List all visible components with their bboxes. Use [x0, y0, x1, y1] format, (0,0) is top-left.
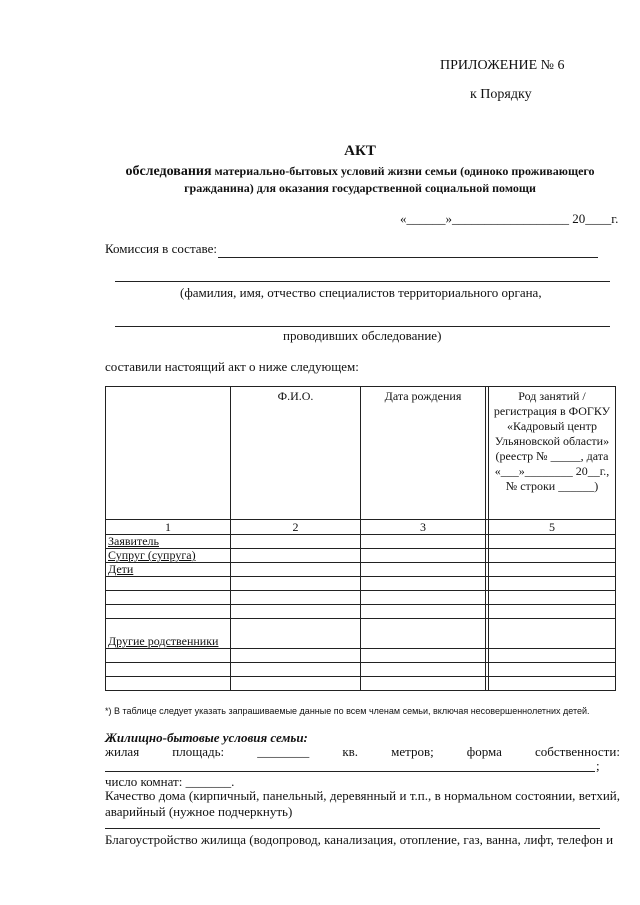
living-word: жилая	[105, 744, 140, 759]
subtitle-line-1: материально-бытовых условий жизни семьи (одиноко проживающего	[214, 164, 595, 178]
living-word: площадь:	[172, 744, 225, 759]
row-label-children: Дети	[106, 563, 231, 577]
table-cell[interactable]	[489, 619, 616, 649]
column-number: 2	[231, 520, 361, 535]
commission-input-line[interactable]	[218, 257, 598, 258]
quality-input-line[interactable]	[105, 828, 600, 829]
dwelling-amenities: Благоустройство жилища (водопровод, канализация, отопление, газ, ванна, лифт, телефон и	[105, 832, 614, 847]
row-label-spouse: Супруг (супруга)	[106, 549, 231, 563]
table-cell[interactable]	[361, 549, 486, 563]
table-row	[106, 649, 616, 663]
family-members-table	[105, 386, 616, 691]
table-row	[106, 619, 616, 649]
table-cell[interactable]	[361, 535, 486, 549]
table-cell[interactable]	[489, 577, 616, 591]
column-number: 3	[361, 520, 486, 535]
living-word: кв.	[342, 744, 359, 759]
column-number: 5	[489, 520, 616, 535]
commission-label: Комиссия в составе:	[105, 241, 217, 256]
table-cell[interactable]	[489, 663, 616, 677]
table-cell[interactable]	[489, 549, 616, 563]
header-birth-date: Дата рождения	[361, 387, 486, 520]
table-row	[106, 535, 616, 549]
header-cell	[106, 387, 231, 520]
living-conditions-heading: Жилищно-бытовые условия семьи:	[105, 730, 308, 745]
appendix-reference: к Порядку	[470, 87, 532, 102]
compiled-statement: составили настоящий акт о ниже следующем:	[105, 359, 359, 374]
table-cell[interactable]	[231, 591, 361, 605]
table-cell[interactable]	[231, 663, 361, 677]
document-subtitle	[100, 163, 620, 197]
header-occupation: Род занятий / регистрация в ФОГКУ «Кадровый центр Ульяновской области» (реестр № _____, дата «___»________ 20__г., № строки ______)	[489, 387, 616, 520]
table-cell[interactable]	[231, 605, 361, 619]
table-cell[interactable]	[489, 591, 616, 605]
living-word: метров;	[391, 744, 434, 759]
table-cell[interactable]	[231, 619, 361, 649]
conducted-hint: проводивших обследование)	[283, 328, 442, 343]
table-cell[interactable]	[231, 649, 361, 663]
table-cell[interactable]	[361, 649, 486, 663]
subtitle-line-2: гражданина) для оказания государственной социальной помощи	[184, 181, 536, 195]
commission-input-line[interactable]	[115, 326, 610, 327]
table-cell[interactable]	[361, 619, 486, 649]
table-row	[106, 605, 616, 619]
table-cell[interactable]	[489, 605, 616, 619]
table-cell[interactable]	[231, 677, 361, 691]
table-row	[106, 677, 616, 691]
ownership-semicolon: ;	[596, 758, 600, 773]
living-word: собственности:	[535, 744, 620, 759]
table-footnote: *) В таблице следует указать запрашиваемые данные по всем членам семьи, включая несовершеннолетних детей.	[105, 706, 590, 716]
table-cell[interactable]	[361, 563, 486, 577]
date-field[interactable]: «______»__________________ 20____г.	[400, 211, 619, 226]
table-cell[interactable]	[106, 649, 231, 663]
table-row	[106, 563, 616, 577]
table-cell[interactable]	[106, 677, 231, 691]
table-cell[interactable]	[361, 677, 486, 691]
table-cell[interactable]	[489, 649, 616, 663]
living-word: форма	[466, 744, 502, 759]
table-cell[interactable]	[231, 563, 361, 577]
table-row	[106, 549, 616, 563]
table-cell[interactable]	[361, 577, 486, 591]
house-quality: Качество дома (кирпичный, панельный, деревянный и т.п., в нормальном состоянии, ветхий, аварийный (нужное подчеркнуть)	[105, 788, 620, 819]
table-cell[interactable]	[361, 663, 486, 677]
table-cell[interactable]	[106, 663, 231, 677]
table-cell[interactable]	[231, 535, 361, 549]
table-cell[interactable]	[231, 549, 361, 563]
column-number: 1	[106, 520, 231, 535]
row-label-applicant: Заявитель	[106, 535, 231, 549]
table-row	[106, 663, 616, 677]
rooms-count[interactable]: число комнат: _______.	[105, 774, 235, 789]
table-cell[interactable]	[106, 577, 231, 591]
specialists-hint: (фамилия, имя, отчество специалистов территориального органа,	[180, 285, 542, 300]
table-cell[interactable]	[231, 577, 361, 591]
table-cell[interactable]	[361, 605, 486, 619]
table-cell[interactable]	[106, 605, 231, 619]
commission-input-line[interactable]	[115, 281, 610, 282]
header-name: Ф.И.О.	[231, 387, 361, 520]
living-area-row	[105, 744, 620, 760]
subtitle-lead-word: обследования	[125, 164, 212, 179]
row-label-relatives: Другие родственники	[106, 619, 231, 649]
table-cell[interactable]	[489, 563, 616, 577]
document-title: АКТ	[344, 143, 376, 159]
table-row	[106, 577, 616, 591]
ownership-input-line[interactable]	[105, 771, 595, 772]
appendix-number: ПРИЛОЖЕНИЕ № 6	[440, 58, 565, 73]
table-cell[interactable]	[106, 591, 231, 605]
table-cell[interactable]	[489, 535, 616, 549]
table-cell[interactable]	[489, 677, 616, 691]
table-row	[106, 591, 616, 605]
table-cell[interactable]	[361, 591, 486, 605]
living-area-blank[interactable]: ________	[257, 744, 310, 759]
